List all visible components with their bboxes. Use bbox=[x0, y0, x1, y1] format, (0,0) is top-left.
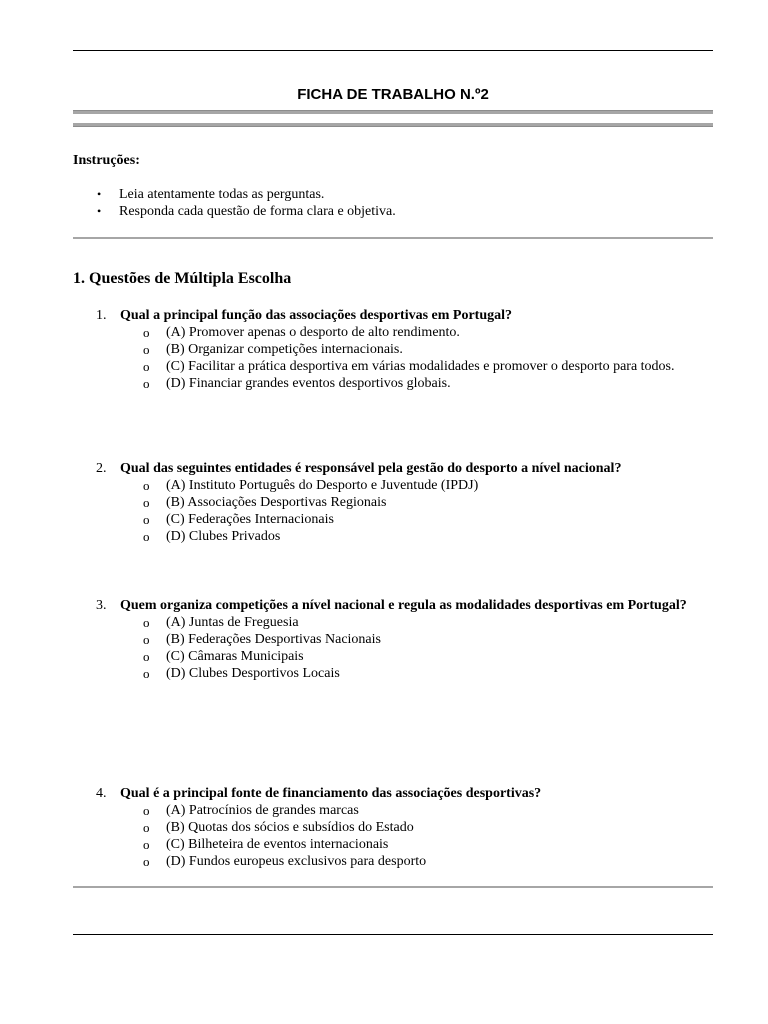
option-text: (A) Patrocínios de grandes marcas bbox=[166, 803, 359, 818]
page-title: FICHA DE TRABALHO N.º2 bbox=[297, 86, 489, 103]
option-item bbox=[96, 494, 706, 511]
option-item bbox=[96, 358, 706, 375]
title-double-rule bbox=[73, 110, 713, 127]
option-item bbox=[96, 375, 706, 392]
section-title: 1. Questões de Múltipla Escolha bbox=[73, 270, 292, 287]
question-text: Qual a principal função das associações desportivas em Portugal? bbox=[120, 308, 513, 323]
question-1 bbox=[96, 307, 706, 392]
option-item bbox=[96, 665, 706, 682]
circle-bullet-icon: o bbox=[143, 512, 150, 527]
question-heading bbox=[96, 307, 706, 324]
circle-bullet-icon: o bbox=[143, 666, 150, 681]
circle-bullet-icon: o bbox=[143, 854, 150, 869]
option-item bbox=[96, 853, 706, 870]
circle-bullet-icon: o bbox=[143, 325, 150, 340]
option-text: (D) Fundos europeus exclusivos para desporto bbox=[166, 854, 427, 869]
question-4 bbox=[96, 785, 706, 870]
option-text: (B) Associações Desportivas Regionais bbox=[166, 495, 387, 510]
circle-bullet-icon: o bbox=[143, 820, 150, 835]
circle-bullet-icon: o bbox=[143, 342, 150, 357]
circle-bullet-icon: o bbox=[143, 359, 150, 374]
option-list bbox=[96, 614, 706, 682]
option-text: (B) Federações Desportivas Nacionais bbox=[166, 632, 381, 647]
circle-bullet-icon: o bbox=[143, 803, 150, 818]
option-item bbox=[96, 802, 706, 819]
top-rule bbox=[73, 50, 713, 51]
option-item bbox=[96, 528, 706, 545]
option-text: (B) Quotas dos sócios e subsídios do Estado bbox=[166, 820, 414, 835]
instruction-item bbox=[97, 186, 396, 203]
question-number: 3. bbox=[96, 598, 107, 613]
question-heading bbox=[96, 460, 706, 477]
option-text: (D) Financiar grandes eventos desportivos globais. bbox=[166, 376, 451, 391]
option-text: (C) Câmaras Municipais bbox=[166, 649, 304, 664]
circle-bullet-icon: o bbox=[143, 649, 150, 664]
question-heading bbox=[96, 785, 706, 802]
circle-bullet-icon: o bbox=[143, 529, 150, 544]
question-text: Qual é a principal fonte de financiamento das associações desportivas? bbox=[120, 786, 542, 801]
option-item bbox=[96, 477, 706, 494]
option-text: (D) Clubes Privados bbox=[166, 529, 281, 544]
option-text: (D) Clubes Desportivos Locais bbox=[166, 666, 340, 681]
option-list bbox=[96, 802, 706, 870]
question-number: 2. bbox=[96, 461, 107, 476]
option-text: (A) Promover apenas o desporto de alto rendimento. bbox=[166, 325, 460, 340]
option-text: (C) Facilitar a prática desportiva em várias modalidades e promover o desporto para todos. bbox=[166, 359, 675, 374]
option-text: (C) Federações Internacionais bbox=[166, 512, 334, 527]
option-text: (B) Organizar competições internacionais. bbox=[166, 342, 403, 357]
bottom-divider bbox=[73, 886, 713, 888]
instructions-list bbox=[97, 186, 396, 220]
option-item bbox=[96, 836, 706, 853]
question-number: 4. bbox=[96, 786, 107, 801]
circle-bullet-icon: o bbox=[143, 837, 150, 852]
bullet-icon: • bbox=[97, 204, 102, 218]
question-3 bbox=[96, 597, 706, 682]
instructions-label: Instruções: bbox=[73, 153, 140, 168]
option-text: (C) Bilheteira de eventos internacionais bbox=[166, 837, 389, 852]
option-item bbox=[96, 819, 706, 836]
circle-bullet-icon: o bbox=[143, 478, 150, 493]
instruction-item bbox=[97, 203, 396, 220]
question-2 bbox=[96, 460, 706, 545]
question-text: Quem organiza competições a nível nacional e regula as modalidades desportivas em Portugal? bbox=[120, 598, 687, 613]
option-item bbox=[96, 324, 706, 341]
option-list bbox=[96, 324, 706, 392]
section-divider bbox=[73, 237, 713, 239]
option-text: (A) Juntas de Freguesia bbox=[166, 615, 299, 630]
circle-bullet-icon: o bbox=[143, 615, 150, 630]
instruction-text: Leia atentamente todas as perguntas. bbox=[119, 187, 325, 202]
option-text: (A) Instituto Português do Desporto e Juventude (IPDJ) bbox=[166, 478, 479, 493]
footer-underline bbox=[73, 934, 713, 935]
question-number: 1. bbox=[96, 308, 107, 323]
option-item bbox=[96, 341, 706, 358]
option-item bbox=[96, 631, 706, 648]
circle-bullet-icon: o bbox=[143, 495, 150, 510]
instruction-text: Responda cada questão de forma clara e objetiva. bbox=[119, 204, 396, 219]
option-item bbox=[96, 648, 706, 665]
bullet-icon: • bbox=[97, 187, 102, 201]
option-item bbox=[96, 614, 706, 631]
option-list bbox=[96, 477, 706, 545]
option-item bbox=[96, 511, 706, 528]
question-text: Qual das seguintes entidades é responsável pela gestão do desporto a nível nacional? bbox=[120, 461, 622, 476]
question-heading bbox=[96, 597, 706, 614]
circle-bullet-icon: o bbox=[143, 632, 150, 647]
circle-bullet-icon: o bbox=[143, 376, 150, 391]
